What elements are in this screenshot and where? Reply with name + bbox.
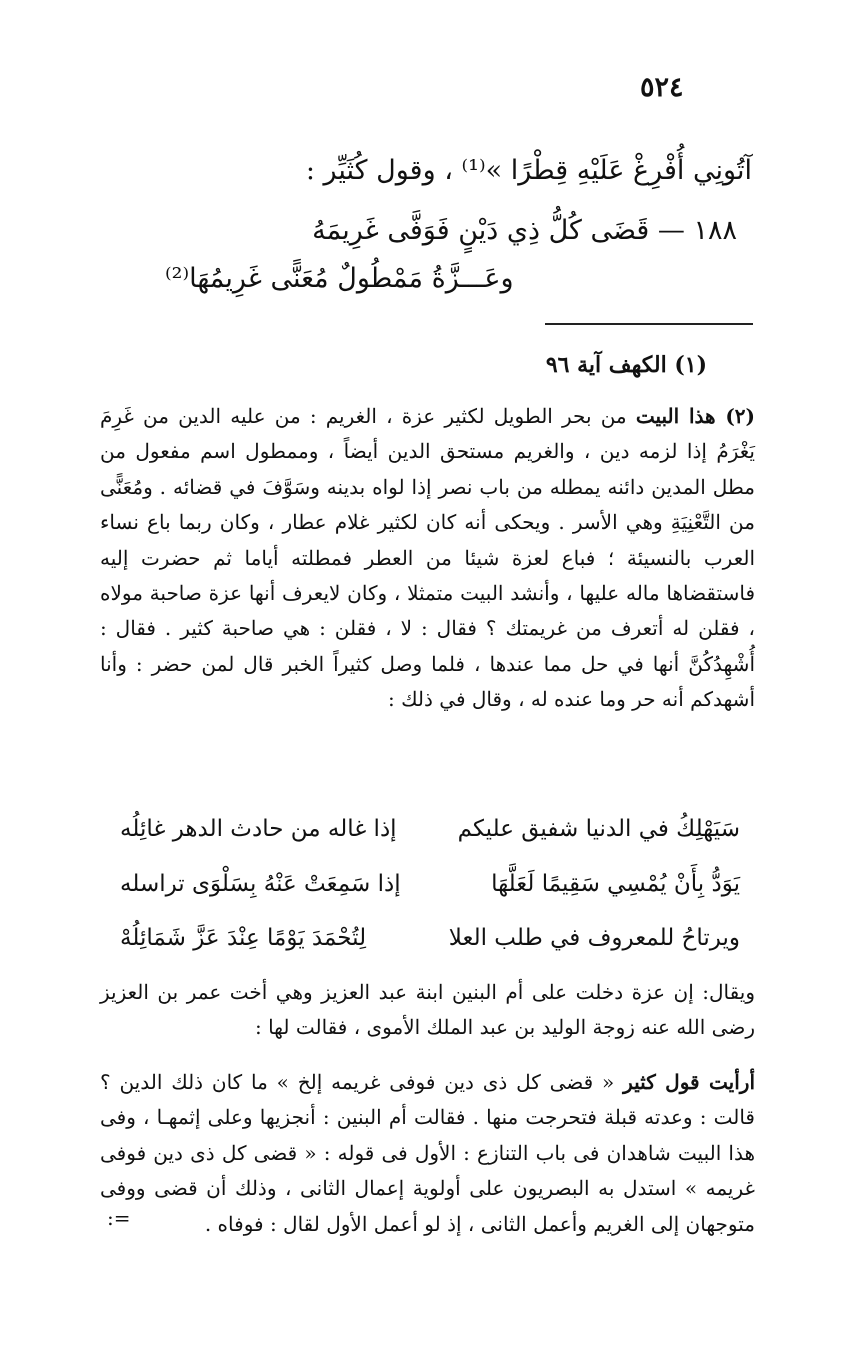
discussion-paragraph — [100, 1065, 755, 1242]
poem-hemistich-left: إذا غاله من حادث الدهر غائِلُه — [120, 816, 397, 842]
verse-188-second-hemistich: وعَـــزَّةُ مَمْطُولٌ مُعَنًّى غَرِيمُهَا⁽²⁾ — [165, 263, 514, 294]
poem-line — [120, 925, 740, 963]
poem-line — [120, 816, 740, 854]
poem-hemistich-left: لِتُحْمَدَ يَوْمًا عِنْدَ عَزَّ شَمَائِلُهْ — [120, 925, 367, 951]
discussion-text: « قضى كل ذى دين فوفى غريمه إلخ » ما كان ذلك الدين ؟ قالت : وعدته قبلة فتحرجت منها . فقالت أم البنين : أنجزيها وعلى إثمهـا ، وفى هذا البيت شاهدان فى باب التنازع : الأول فى قوله : « قضى كل ذى دين فوفى غريمه » استدل به البصريون على أولوية إعمال الثانى ، وذلك أن قضى ووفى متوجهان إلى الغريم وأعمل الثانى ، إذ لو أعمل الأول لقال : فوفاه . — [100, 1070, 755, 1236]
poem-hemistich-right: يَوَدُّ بِأَنْ يُمْسِي سَقِيمًا لَعَلَّهَا — [491, 871, 740, 897]
poem-line — [120, 871, 740, 909]
poem-hemistich-left: إذا سَمِعَتْ عَنْهُ بِسَلْوَى تراسله — [120, 871, 401, 897]
poem-hemistich-right: سَيَهْلِكُ في الدنيا شفيق عليكم — [457, 816, 740, 842]
verse-188-first-hemistich: ١٨٨ — قَضَى كُلُّ ذِي دَيْنٍ فَوَفَّى غَرِيمَهُ — [312, 215, 737, 246]
footnote-2-text: من بحر الطويل لكثير عزة ، الغريم : من عليه الدين من غَرِمَ يَغْرَمُ إذا لزمه دين ، والغريم مستحق الدين أيضاً ، وممطول اسم مفعول من مطل المدين دائنه يمطله من باب نصر إذا لواه بدينه وسَوَّفَ في قضائه . ومُعَنًّى من التَّعْنِيَةِ وهي الأسر . ويحكى أنه كان لكثير غلام عطار ، وكان ربما باع نساء العرب بالنسيئة ؛ فباع لعزة شيئا من العطر فمطلته أياما ثم حضرت إليه فاستقضاها ماله عليها ، وأنشد البيت متمثلا ، وكان لايعرف أنها عزة صاحبة مولاه ، فقلن له أتعرف من غريمتك ؟ فقال : لا ، فقلن : هي صاحبة كثير . فقال : أُشْهِدُكُنَّ أنها في حل مما عندها ، فلما وصل كثيراً الخبر قال لمن حضر : وأنا أشهدكم أنه حر وما عنده له ، وقال في ذلك : — [100, 404, 755, 712]
end-mark: =: — [107, 1206, 131, 1230]
discussion-lead: أرأيت قول كثير — [623, 1070, 756, 1094]
narrative-paragraph: ويقال: إن عزة دخلت على أم البنين ابنة عبد العزيز وهي أخت عمر بن العزيز رضى الله عنه زوجة الوليد بن عبد الملك الأموى ، فقالت لها : — [100, 980, 755, 1040]
footnote-2-lead: (٢) هذا البيت — [635, 404, 755, 428]
poem-hemistich-right: ويرتاحُ للمعروف في طلب العلا — [448, 925, 740, 951]
footnote-divider — [545, 323, 753, 325]
footnote-2 — [100, 399, 755, 718]
quran-quote-line: آتُونِي أُفْرِغْ عَلَيْهِ قِطْرًا »⁽¹⁾ ، وقول كُثَيِّر : — [305, 155, 752, 186]
page-number: ٥٢٤ — [640, 72, 684, 103]
footnote-1: (١) الكهف آية ٩٦ — [545, 352, 707, 378]
